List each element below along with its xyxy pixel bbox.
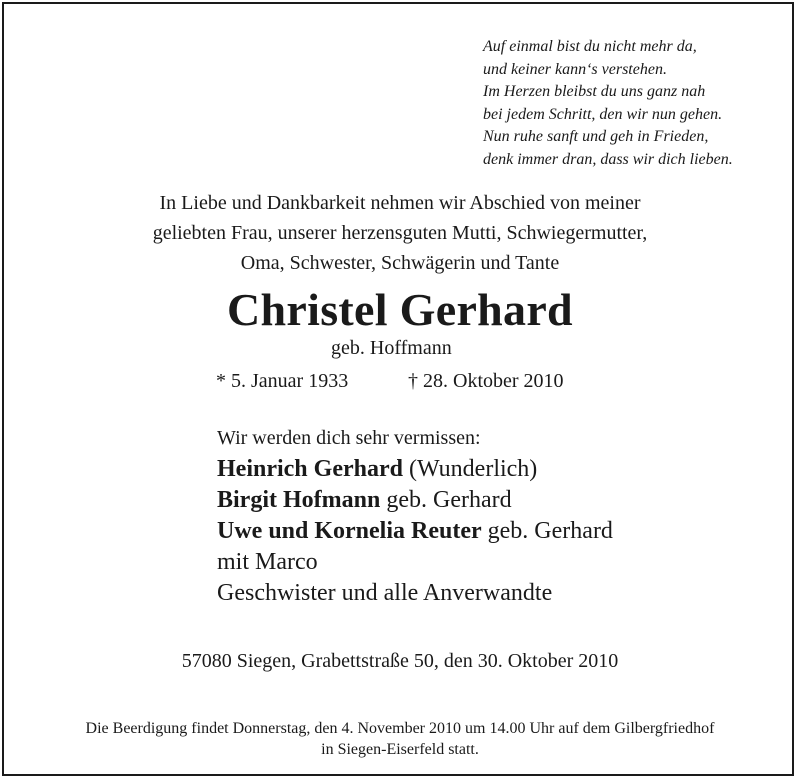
funeral-line: in Siegen-Eiserfeld statt. bbox=[321, 741, 479, 758]
poem-line: Nun ruhe sanft und geh in Frieden, bbox=[483, 128, 709, 145]
death-date: † 28. Oktober 2010 bbox=[408, 370, 564, 392]
maiden-name: geb. Hoffmann bbox=[331, 337, 452, 359]
birth-date: * 5. Januar 1933 bbox=[216, 370, 349, 392]
deceased-name: Christel Gerhard bbox=[227, 284, 573, 335]
poem-line: Auf einmal bist du nicht mehr da, bbox=[483, 38, 697, 55]
poem-line: bei jedem Schritt, den wir nun gehen. bbox=[483, 105, 723, 123]
mourner-name: Uwe und Kornelia Reuter bbox=[217, 518, 482, 544]
intro-line: In Liebe und Dankbarkeit nehmen wir Abschied von meiner bbox=[159, 192, 641, 214]
mourner-note: Geschwister und alle Anverwandte bbox=[217, 580, 553, 606]
mourner-line bbox=[217, 516, 613, 547]
funeral-line: Die Beerdigung findet Donnerstag, den 4. November 2010 um 14.00 Uhr auf dem Gilbergfriedhof bbox=[85, 720, 715, 737]
mourner-name: Heinrich Gerhard bbox=[217, 456, 403, 482]
mourner-note: mit Marco bbox=[217, 549, 318, 575]
intro-line: geliebten Frau, unserer herzensguten Mutti, Schwiegermutter, bbox=[152, 222, 648, 244]
mourner-line bbox=[217, 454, 613, 485]
mourner-line bbox=[217, 547, 613, 578]
mourner-line bbox=[217, 485, 613, 516]
mourner-note: geb. Gerhard bbox=[380, 487, 512, 513]
poem bbox=[483, 36, 733, 171]
mourner-note: geb. Gerhard bbox=[481, 518, 613, 544]
farewell-intro bbox=[0, 188, 800, 278]
mourners-heading: Wir werden dich sehr vermissen: bbox=[217, 427, 481, 449]
mourner-line bbox=[217, 578, 613, 609]
funeral-info bbox=[0, 718, 800, 760]
poem-line: denk immer dran, dass wir dich lieben. bbox=[483, 150, 733, 168]
poem-line: und keiner kann‘s verstehen. bbox=[483, 60, 667, 78]
mourner-note: (Wunderlich) bbox=[402, 456, 538, 482]
mourner-name: Birgit Hofmann bbox=[217, 487, 381, 513]
intro-line: Oma, Schwester, Schwägerin und Tante bbox=[240, 252, 560, 274]
address-line: 57080 Siegen, Grabettstraße 50, den 30. Oktober 2010 bbox=[181, 650, 619, 672]
mourners-list bbox=[217, 454, 613, 609]
poem-line: Im Herzen bleibst du uns ganz nah bbox=[483, 83, 706, 100]
